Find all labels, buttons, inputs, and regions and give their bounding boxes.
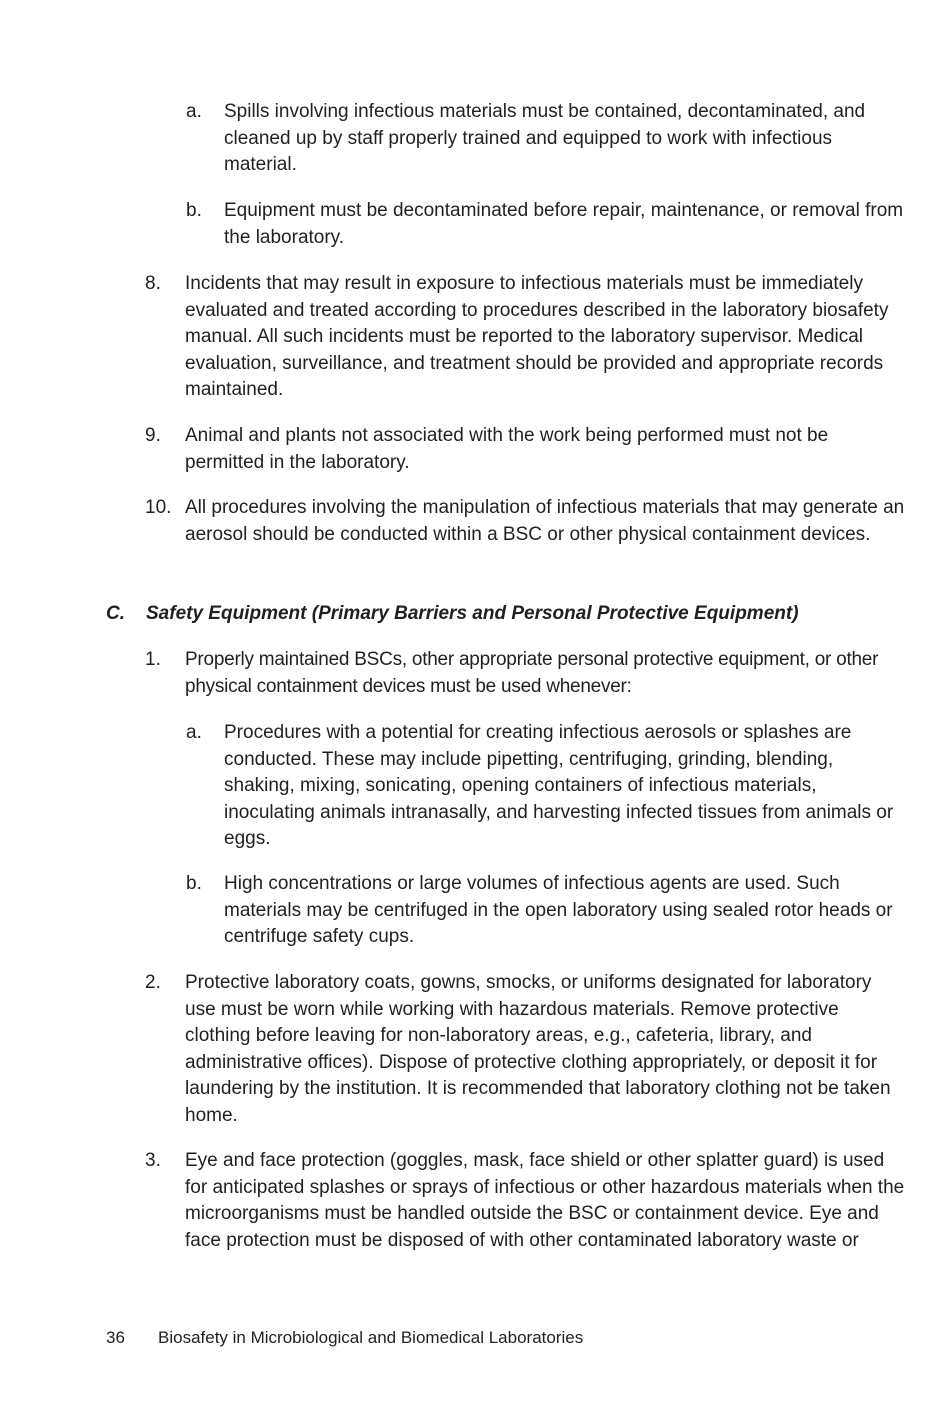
list-item-text: Incidents that may result in exposure to infectious materials must be immediately evaluated and treated according to procedures described in the laboratory biosafety manual. All such incidents must be reported to the laboratory supervisor. Medical evaluation, surveillance, and treatment should be provided and appropriate records maintained. xyxy=(185,273,889,400)
list-item-10 xyxy=(145,495,905,548)
list-item-text: Animal and plants not associated with the work being performed must not be permitted in the laboratory. xyxy=(185,425,829,473)
list-marker: a. xyxy=(186,722,202,743)
list-item-text: Eye and face protection (goggles, mask, face shield or other splatter guard) is used for anticipated splashes or sprays of infectious or other hazardous materials when the microorganisms must be handled outside the BSC or containment device. Eye and face protection must be disposed of with other contaminated laboratory waste or xyxy=(185,1150,905,1251)
list-marker: 3. xyxy=(145,1150,161,1171)
list-item-c1 xyxy=(145,647,905,700)
list-item-text: All procedures involving the manipulation of infectious materials that may generate an aerosol should be conducted within a BSC or other physical containment devices. xyxy=(185,497,905,545)
list-item-text: Properly maintained BSCs, other appropriate personal protective equipment, or other physical containment devices must be used whenever: xyxy=(185,649,879,697)
list-marker: 10. xyxy=(145,497,172,518)
section-title: Safety Equipment (Primary Barriers and Personal Protective Equipment) xyxy=(146,603,799,624)
section-marker: C. xyxy=(106,603,125,624)
list-item-text: Procedures with a potential for creating infectious aerosols or splashes are conducted. These may include pipetting, centrifuging, grinding, blending, shaking, mixing, sonicating, opening containers of infectious materials, inoculating animals intranasally, and harvesting infected tissues from animals or eggs. xyxy=(224,722,894,849)
list-item-text: Protective laboratory coats, gowns, smocks, or uniforms designated for laboratory use must be worn while working with hazardous materials. Remove protective clothing before leaving for non-laboratory areas, e.g., cafeteria, library, and administrative offices). Dispose of protective clothing appropriately, or deposit it for laundering by the institution. It is recommended that laboratory clothing not be taken home. xyxy=(185,972,891,1126)
list-item-c1a xyxy=(186,720,906,853)
list-item-equipment xyxy=(186,198,906,251)
list-item-text: Spills involving infectious materials must be contained, decontaminated, and cleaned up by staff properly trained and equipped to work with infectious material. xyxy=(224,101,866,175)
list-marker: b. xyxy=(186,873,202,894)
list-item-text: Equipment must be decontaminated before repair, maintenance, or removal from the laboratory. xyxy=(224,200,904,248)
list-marker: 9. xyxy=(145,425,161,446)
running-footer-title: Biosafety in Microbiological and Biomedical Laboratories xyxy=(158,1328,584,1347)
page-number: 36 xyxy=(106,1328,125,1347)
list-marker: a. xyxy=(186,101,202,122)
list-marker: 2. xyxy=(145,972,161,993)
list-item-text: High concentrations or large volumes of infectious agents are used. Such materials may be centrifuged in the open laboratory using sealed rotor heads or centrifuge safety cups. xyxy=(224,873,893,947)
list-item-c3 xyxy=(145,1148,905,1254)
list-item-spills xyxy=(186,99,906,179)
list-marker: b. xyxy=(186,200,202,221)
list-item-c2 xyxy=(145,970,905,1129)
list-item-c1b xyxy=(186,871,906,951)
list-marker: 1. xyxy=(145,649,161,670)
list-item-9 xyxy=(145,423,905,476)
section-heading-c xyxy=(106,601,906,628)
list-item-8 xyxy=(145,271,905,404)
list-marker: 8. xyxy=(145,273,161,294)
